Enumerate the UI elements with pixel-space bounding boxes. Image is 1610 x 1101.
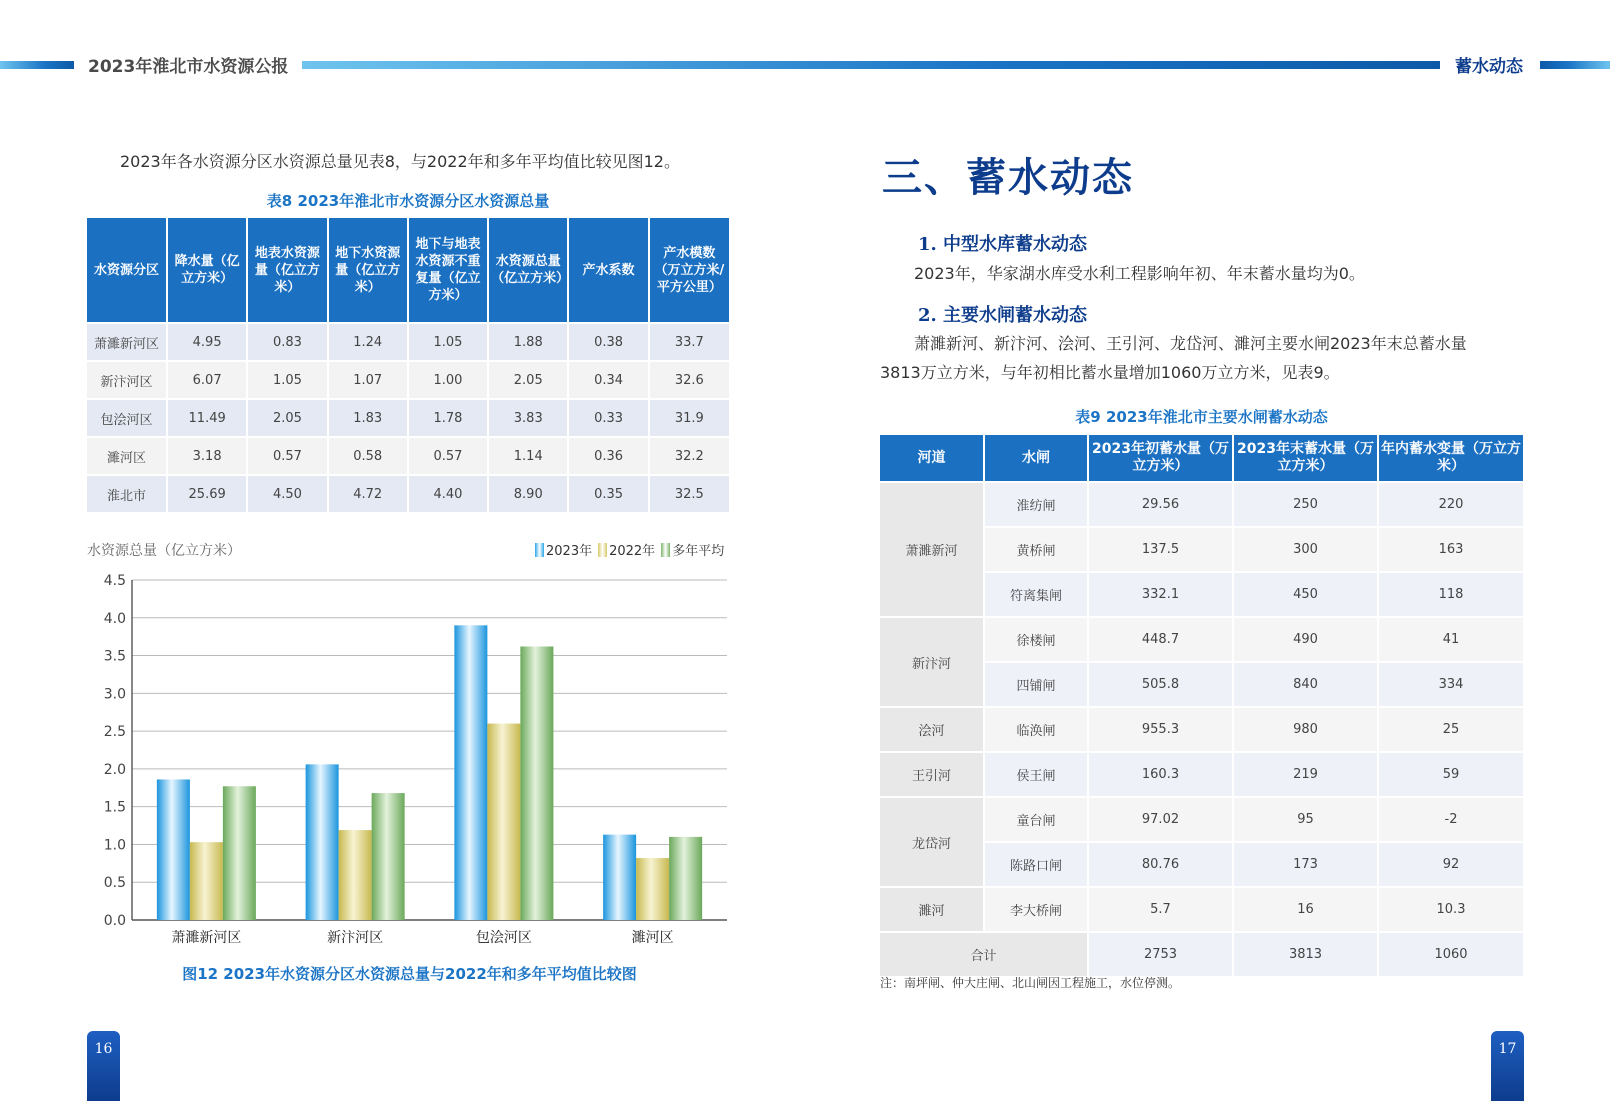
value-cell: 0.38	[568, 323, 648, 361]
table8-header-cell: 降水量（亿立方米）	[167, 218, 247, 323]
value-cell: 137.5	[1088, 527, 1233, 572]
table-row	[880, 482, 1523, 527]
value-cell: 448.7	[1088, 617, 1233, 662]
subsection1-title: 1. 中型水库蓄水动态	[918, 234, 1088, 255]
value-cell: 4.72	[328, 475, 408, 512]
table-row	[87, 437, 729, 475]
bar-average	[223, 786, 256, 920]
river-name-cell: 萧濉新河	[880, 482, 984, 617]
region-name-cell: 淮北市	[87, 475, 167, 512]
table9-header-cell: 河道	[880, 435, 984, 482]
bar-2023	[603, 835, 636, 920]
river-name-cell: 新汴河	[880, 617, 984, 707]
value-cell: 3.18	[167, 437, 247, 475]
value-cell: 1.00	[408, 361, 488, 399]
report-title: 2023年淮北市水资源公报	[88, 57, 289, 77]
table8-header-cell: 地下水资源量（亿立方米）	[328, 218, 408, 323]
table9	[880, 435, 1523, 976]
value-cell: 6.07	[167, 361, 247, 399]
table9-header-cell: 2023年末蓄水量（万立方米）	[1233, 435, 1378, 482]
table-row	[87, 361, 729, 399]
x-tick-label: 萧濉新河区	[171, 930, 242, 946]
value-cell: 31.9	[649, 399, 729, 437]
value-cell: 450	[1233, 572, 1378, 617]
table8-header-row	[87, 218, 729, 323]
value-cell: 16	[1233, 887, 1378, 932]
chart-ylabel: 水资源总量（亿立方米）	[87, 543, 241, 559]
river-name-cell: 浍河	[880, 707, 984, 752]
value-cell: 8.90	[488, 475, 568, 512]
table9-note: 注：南坪闸、仲大庄闸、北山闸因工程施工，水位停测。	[880, 976, 1181, 990]
value-cell: 173	[1233, 842, 1378, 887]
bar-2022	[636, 858, 669, 920]
subsection2-text-line2: 3813万立方米，与年初相比蓄水量增加1060万立方米，见表9。	[880, 363, 1340, 382]
value-cell: 1.05	[408, 323, 488, 361]
total-value-cell: 3813	[1233, 932, 1378, 976]
table-row	[880, 707, 1523, 752]
sluice-name-cell: 陈路口闸	[984, 842, 1088, 887]
table9-caption: 表9 2023年淮北市主要水闸蓄水动态	[1075, 408, 1328, 426]
header-bar-left	[0, 61, 74, 69]
value-cell: 0.57	[247, 437, 327, 475]
table8-header-cell: 产水模数（万立方米/平方公里）	[649, 218, 729, 323]
total-value-cell: 1060	[1378, 932, 1523, 976]
value-cell: 163	[1378, 527, 1523, 572]
bar-2022	[190, 842, 223, 920]
region-name-cell: 包浍河区	[87, 399, 167, 437]
table8-header-cell: 产水系数	[568, 218, 648, 323]
value-cell: 1.05	[247, 361, 327, 399]
table8-header-cell: 水资源总量（亿立方米）	[488, 218, 568, 323]
figure12-caption: 图12 2023年水资源分区水资源总量与2022年和多年平均值比较图	[182, 965, 637, 983]
total-label-cell: 合计	[880, 932, 1088, 976]
bar-2023	[306, 764, 339, 920]
table8	[87, 218, 729, 512]
x-tick-label: 濉河区	[631, 930, 674, 946]
y-tick-label: 3.0	[103, 686, 126, 703]
y-tick-label: 1.0	[103, 837, 126, 854]
sluice-name-cell: 临涣闸	[984, 707, 1088, 752]
y-tick-label: 1.5	[103, 799, 126, 816]
legend-label: 2023年	[546, 544, 593, 559]
header-section-title: 蓄水动态	[1455, 57, 1523, 77]
river-name-cell: 濉河	[880, 887, 984, 932]
y-tick-label: 4.5	[103, 573, 126, 589]
value-cell: 4.95	[167, 323, 247, 361]
x-tick-label: 新汴河区	[327, 930, 384, 946]
region-name-cell: 新汴河区	[87, 361, 167, 399]
value-cell: 0.35	[568, 475, 648, 512]
table9-header-cell: 水闸	[984, 435, 1088, 482]
y-tick-label: 0.0	[103, 913, 126, 929]
intro-paragraph: 2023年各水资源分区水资源总量见表8，与2022年和多年平均值比较见图12。	[120, 152, 680, 171]
table-row	[880, 797, 1523, 842]
value-cell: 4.40	[408, 475, 488, 512]
sluice-name-cell: 淮纺闸	[984, 482, 1088, 527]
sluice-name-cell: 侯王闸	[984, 752, 1088, 797]
value-cell: 118	[1378, 572, 1523, 617]
value-cell: 32.6	[649, 361, 729, 399]
value-cell: 2.05	[488, 361, 568, 399]
table-row	[880, 752, 1523, 797]
value-cell: 1.07	[328, 361, 408, 399]
table8-header-cell: 水资源分区	[87, 218, 167, 323]
sluice-name-cell: 徐楼闸	[984, 617, 1088, 662]
table8-caption: 表8 2023年淮北市水资源分区水资源总量	[266, 192, 550, 210]
table-row	[880, 617, 1523, 662]
value-cell: 0.36	[568, 437, 648, 475]
value-cell: 25	[1378, 707, 1523, 752]
table-row	[87, 399, 729, 437]
sluice-name-cell: 童台闸	[984, 797, 1088, 842]
value-cell: 0.33	[568, 399, 648, 437]
table9-header-row	[880, 435, 1523, 482]
header-bar-right	[1540, 61, 1610, 69]
bar-2023	[157, 779, 190, 920]
value-cell: 29.56	[1088, 482, 1233, 527]
sluice-name-cell: 符离集闸	[984, 572, 1088, 617]
header-bar-center	[302, 61, 1440, 69]
value-cell: 92	[1378, 842, 1523, 887]
value-cell: 250	[1233, 482, 1378, 527]
value-cell: 10.3	[1378, 887, 1523, 932]
page-number-right: 17	[1491, 1031, 1524, 1101]
bar-2023	[454, 625, 487, 920]
bar-2022	[339, 830, 372, 920]
value-cell: 220	[1378, 482, 1523, 527]
region-name-cell: 濉河区	[87, 437, 167, 475]
value-cell: 0.83	[247, 323, 327, 361]
value-cell: 840	[1233, 662, 1378, 707]
table-row	[87, 323, 729, 361]
bar-average	[520, 646, 553, 920]
region-name-cell: 萧濉新河区	[87, 323, 167, 361]
value-cell: 300	[1233, 527, 1378, 572]
value-cell: 59	[1378, 752, 1523, 797]
table8-body	[87, 323, 729, 512]
bar-chart	[87, 535, 732, 955]
page-number-left: 16	[87, 1031, 120, 1101]
value-cell: 1.24	[328, 323, 408, 361]
value-cell: 11.49	[167, 399, 247, 437]
value-cell: 955.3	[1088, 707, 1233, 752]
bar-average	[372, 793, 405, 920]
y-tick-label: 2.0	[103, 761, 126, 778]
value-cell: 505.8	[1088, 662, 1233, 707]
x-tick-label: 包浍河区	[475, 930, 532, 946]
value-cell: 0.57	[408, 437, 488, 475]
sluice-name-cell: 黄桥闸	[984, 527, 1088, 572]
table8-header-cell: 地下与地表水资源不重复量（亿立方米）	[408, 218, 488, 323]
value-cell: -2	[1378, 797, 1523, 842]
subsection1-text: 2023年，华家湖水库受水利工程影响年初、年末蓄水量均为0。	[914, 264, 1365, 283]
total-row	[880, 932, 1523, 976]
value-cell: 1.88	[488, 323, 568, 361]
section-title: 三、蓄水动态	[882, 154, 1134, 201]
table-row	[87, 475, 729, 512]
river-name-cell: 王引河	[880, 752, 984, 797]
value-cell: 1.83	[328, 399, 408, 437]
river-name-cell: 龙岱河	[880, 797, 984, 887]
value-cell: 97.02	[1088, 797, 1233, 842]
value-cell: 490	[1233, 617, 1378, 662]
value-cell: 219	[1233, 752, 1378, 797]
table-row	[880, 887, 1523, 932]
sluice-name-cell: 四铺闸	[984, 662, 1088, 707]
value-cell: 95	[1233, 797, 1378, 842]
y-tick-label: 2.5	[103, 724, 126, 741]
value-cell: 5.7	[1088, 887, 1233, 932]
bar-average	[669, 837, 702, 920]
value-cell: 1.78	[408, 399, 488, 437]
value-cell: 4.50	[247, 475, 327, 512]
sluice-name-cell: 李大桥闸	[984, 887, 1088, 932]
value-cell: 0.34	[568, 361, 648, 399]
value-cell: 334	[1378, 662, 1523, 707]
value-cell: 160.3	[1088, 752, 1233, 797]
value-cell: 32.2	[649, 437, 729, 475]
table9-header-cell: 年内蓄水变量（万立方米）	[1378, 435, 1523, 482]
y-tick-label: 0.5	[103, 875, 126, 892]
total-value-cell: 2753	[1088, 932, 1233, 976]
bar-2022	[487, 724, 520, 920]
value-cell: 1.14	[488, 437, 568, 475]
legend-label: 2022年	[609, 544, 656, 559]
value-cell: 32.5	[649, 475, 729, 512]
table9-body	[880, 482, 1523, 976]
table9-header-cell: 2023年初蓄水量（万立方米）	[1088, 435, 1233, 482]
value-cell: 980	[1233, 707, 1378, 752]
legend-label: 多年平均	[672, 544, 725, 559]
table8-header-cell: 地表水资源量（亿立方米）	[247, 218, 327, 323]
value-cell: 2.05	[247, 399, 327, 437]
value-cell: 80.76	[1088, 842, 1233, 887]
subsection2-title: 2. 主要水闸蓄水动态	[918, 305, 1088, 326]
value-cell: 3.83	[488, 399, 568, 437]
y-tick-label: 4.0	[103, 610, 126, 627]
value-cell: 33.7	[649, 323, 729, 361]
subsection2-text-line1: 萧濉新河、新汴河、浍河、王引河、龙岱河、濉河主要水闸2023年末总蓄水量	[914, 334, 1467, 353]
value-cell: 0.58	[328, 437, 408, 475]
y-tick-label: 3.5	[103, 648, 126, 665]
value-cell: 41	[1378, 617, 1523, 662]
value-cell: 25.69	[167, 475, 247, 512]
value-cell: 332.1	[1088, 572, 1233, 617]
